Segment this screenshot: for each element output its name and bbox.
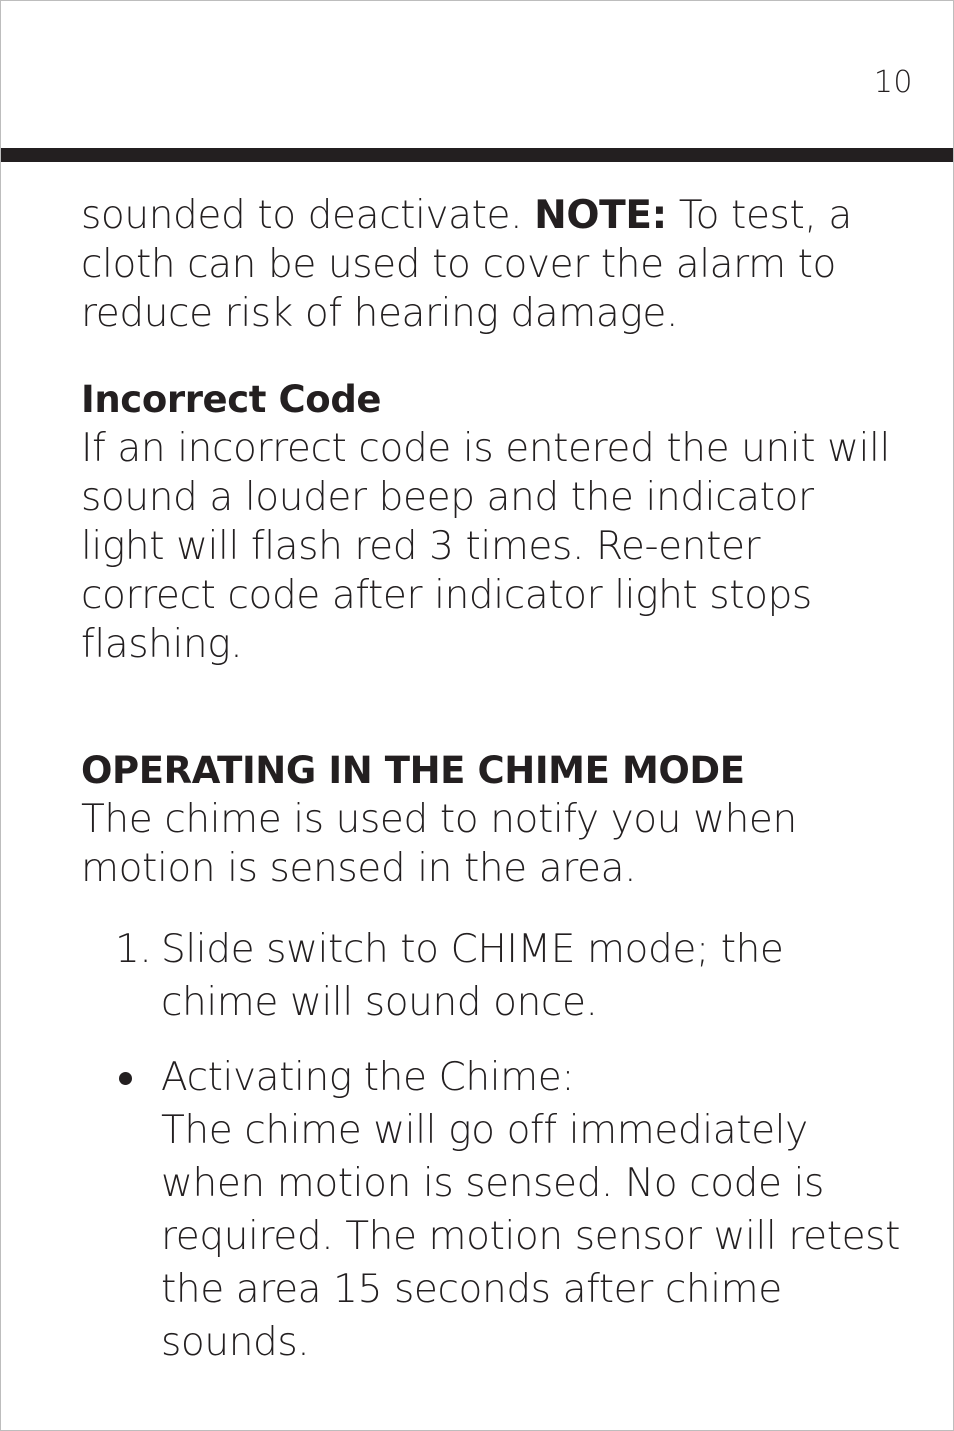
intro-text-after: To test, a cloth can be used to cover the alarm to reduce risk of hearing damage. (81, 193, 852, 336)
bullet-text: The chime will go off immediately when motion is sensed. No code is required. The motion sensor will retest the area 15 seconds after chime sounds. (161, 1108, 900, 1365)
header-rule (1, 148, 953, 162)
step-text: Slide switch to CHIME mode; the chime will sound once. (161, 927, 784, 1025)
list-item (81, 1051, 901, 1369)
bullet-dot (119, 1072, 132, 1085)
chime-mode-heading: OPERATING IN THE CHIME MODE (81, 749, 745, 792)
intro-paragraph (81, 191, 901, 338)
step-number: 1. (115, 927, 152, 972)
intro-text-before: sounded to deactivate. (81, 193, 535, 238)
list-item (81, 923, 901, 1029)
incorrect-code-body: If an incorrect code is entered the unit will sound a louder beep and the indicator light will flash red 3 times. Re-enter correct code after indicator light stops flashing. (81, 426, 890, 667)
page-number: 10 (873, 65, 913, 100)
bullet-title: Activating the Chime: (161, 1055, 575, 1100)
incorrect-code-heading: Incorrect Code (81, 378, 382, 421)
page-content (81, 191, 901, 1369)
chime-mode-body: The chime is used to notify you when motion is sensed in the area. (81, 797, 797, 891)
note-label: NOTE: (534, 193, 667, 238)
chime-steps-list (81, 923, 901, 1369)
